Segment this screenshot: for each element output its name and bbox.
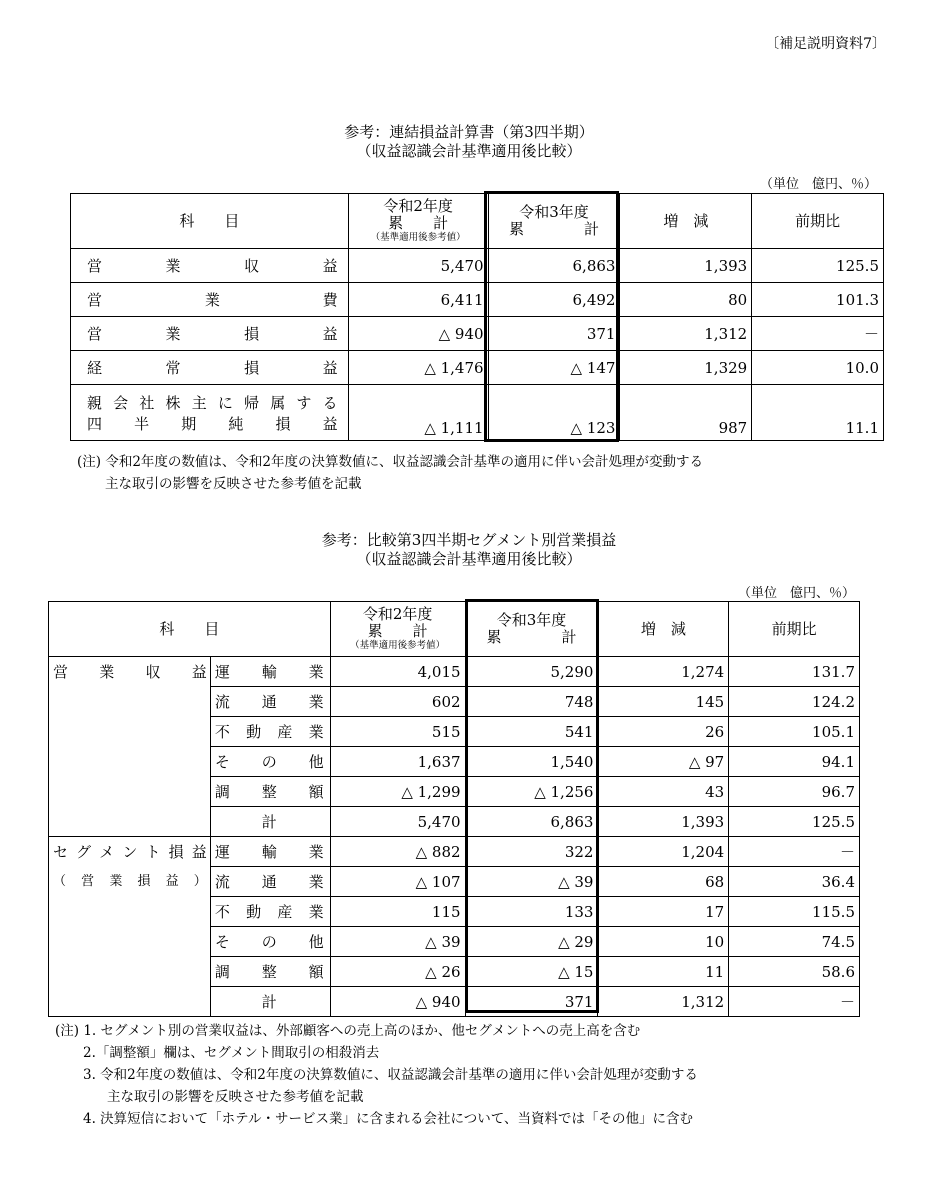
- row-label-line1-char: 主: [191, 393, 207, 412]
- cell-prev: △ 1,299: [330, 777, 465, 807]
- segment-label-text-char: 輸: [261, 843, 277, 861]
- table-row: [71, 283, 884, 317]
- cell-prev: 1,637: [330, 747, 465, 777]
- segment-label-text-char: 計: [261, 993, 277, 1011]
- group-label-line2-char: 営: [81, 874, 95, 889]
- segment-label-text: [215, 871, 324, 892]
- table-row: [49, 837, 860, 867]
- cell-curr: △ 1,256: [465, 777, 598, 807]
- cell-prev: △ 1,111: [348, 385, 488, 441]
- table2-title: 参考：比較第3四半期セグメント別営業損益: [321, 531, 617, 549]
- row-label: [71, 283, 349, 317]
- segment-label-text-char: 業: [308, 723, 324, 741]
- row-label-line2-char: 損: [275, 414, 291, 433]
- income-statement-table: [70, 193, 884, 441]
- row-label-line1-char: 親: [87, 393, 103, 412]
- header-curr-line2b: 計: [561, 628, 577, 646]
- segment-label-text: [215, 691, 324, 712]
- row-label-line1-char: 益: [322, 325, 338, 343]
- table2-header-row: [49, 602, 860, 657]
- header-item: 科 目: [71, 194, 349, 249]
- header-item: 科 目: [49, 602, 331, 657]
- cell-change: 10: [598, 927, 729, 957]
- group-label-line2-char: ）: [193, 874, 207, 889]
- segment-label-text-char: 産: [277, 903, 293, 921]
- table-row: [49, 657, 860, 687]
- header-prev-line1: 令和2年度: [383, 197, 453, 215]
- row-label-line2-char: 四: [87, 414, 103, 433]
- table-row: [71, 385, 884, 441]
- cell-change: 1,393: [620, 249, 752, 283]
- segment-label: [210, 717, 330, 747]
- note-line: 4. 決算短信において「ホテル・サービス業」に含まれる会社について、当資料では「その他」に含む: [83, 1111, 693, 1127]
- cell-prev: 5,470: [348, 249, 488, 283]
- cell-curr: 371: [488, 317, 620, 351]
- row-label-line2-char: 益: [322, 414, 338, 433]
- cell-curr: 5,290: [465, 657, 598, 687]
- segment-label-text-char: 額: [308, 963, 324, 981]
- cell-ratio: 105.1: [729, 717, 860, 747]
- cell-prev: 4,015: [330, 657, 465, 687]
- segment-label-text-char: 通: [261, 873, 277, 891]
- header-ratio: 前期比: [729, 602, 860, 657]
- cell-curr: 6,492: [488, 283, 620, 317]
- row-label-line1-char: 営: [87, 257, 103, 275]
- cell-prev: △ 1,476: [348, 351, 488, 385]
- cell-ratio: 94.1: [729, 747, 860, 777]
- segment-label-text-char: 輸: [261, 663, 277, 681]
- group-label-line1-char: 収: [145, 663, 161, 681]
- note-line: 3. 令和2年度の数値は、令和2年度の決算数値に、収益認識会計基準の適用に伴い会計処理が変動する: [83, 1067, 698, 1083]
- segment-label: [210, 777, 330, 807]
- cell-prev: 602: [330, 687, 465, 717]
- note-line: (注) 1. セグメント別の営業収益は、外部顧客への売上高のほか、他セグメントへの売上高を含む: [55, 1023, 641, 1039]
- row-label-line1-char: 益: [322, 257, 338, 275]
- cell-curr: 133: [465, 897, 598, 927]
- table-row: [71, 351, 884, 385]
- row-label-line1: [87, 392, 338, 413]
- cell-ratio: －: [729, 987, 860, 1017]
- cell-ratio: 115.5: [729, 897, 860, 927]
- cell-change: 68: [598, 867, 729, 897]
- cell-ratio: 96.7: [729, 777, 860, 807]
- row-label-line1-char: 損: [244, 359, 260, 377]
- cell-prev: 5,470: [330, 807, 465, 837]
- row-label-line1-char: 営: [87, 291, 103, 309]
- group-label-line1: [53, 841, 207, 862]
- segment-label-text-char: 流: [214, 873, 230, 891]
- row-label-line1-char: 属: [270, 393, 286, 412]
- group-label-line1-char: 損: [168, 843, 184, 861]
- row-label: [71, 249, 349, 283]
- row-label-line1-char: 営: [87, 325, 103, 343]
- segment-label: [210, 927, 330, 957]
- segment-label-text-char: 整: [261, 963, 277, 981]
- segment-label-text-char: 他: [308, 933, 324, 951]
- group-label-line2-char: 益: [165, 874, 179, 889]
- group-label-line2-char: 損: [137, 874, 151, 889]
- group-label-line1-char: 業: [99, 663, 115, 681]
- segment-label-text-char: 運: [214, 843, 230, 861]
- segment-label-text-char: 通: [261, 693, 277, 711]
- table1-subtitle: （収益認識会計基準適用後比較）: [356, 142, 582, 160]
- segment-label-text-char: 動: [246, 903, 262, 921]
- row-label-line1-char: る: [322, 393, 338, 412]
- segment-label: [210, 687, 330, 717]
- group-label-line2: [53, 870, 207, 889]
- row-label-line2: [87, 413, 338, 434]
- row-label-line2-char: 半: [134, 414, 150, 433]
- segment-label: [210, 837, 330, 867]
- segment-label-text-char: そ: [214, 933, 230, 951]
- row-label-line2-char: 期: [181, 414, 197, 433]
- table-row: [71, 249, 884, 283]
- cell-ratio: 36.4: [729, 867, 860, 897]
- row-label-line1-char: 業: [165, 257, 181, 275]
- segment-label-text-char: の: [261, 933, 277, 951]
- document-label: 〔補足説明資料7〕: [765, 36, 886, 52]
- segment-label-text-char: 動: [246, 723, 262, 741]
- cell-curr: △ 15: [465, 957, 598, 987]
- segment-label-text: [215, 661, 324, 682]
- segment-label-text: [215, 751, 324, 772]
- row-label-line1-char: 会: [113, 393, 129, 412]
- segment-label-text-char: 業: [308, 843, 324, 861]
- segment-label-text-char: 流: [214, 693, 230, 711]
- cell-change: 1,274: [598, 657, 729, 687]
- segment-label: [210, 657, 330, 687]
- header-curr-line1: 令和3年度: [519, 203, 589, 221]
- segment-label-text-char: 業: [308, 873, 324, 891]
- cell-change: 1,204: [598, 837, 729, 867]
- cell-ratio: 125.5: [752, 249, 884, 283]
- header-prev-year: [330, 602, 465, 657]
- header-curr-year: [465, 602, 598, 657]
- cell-ratio: 101.3: [752, 283, 884, 317]
- segment-label-text-char: 産: [277, 723, 293, 741]
- segment-label-text: [215, 961, 324, 982]
- group-label-line1-char: メ: [99, 843, 115, 861]
- table1-title: 参考：連結損益計算書（第3四半期）: [344, 123, 594, 141]
- table-row: [71, 317, 884, 351]
- table2-notes: [55, 1020, 698, 1130]
- group-label-line1-char: ト: [145, 843, 161, 861]
- segment-label-text: [215, 901, 324, 922]
- header-curr-year: [488, 194, 620, 249]
- row-label-line1-char: 帰: [244, 393, 260, 412]
- group-label-line1-char: グ: [76, 843, 92, 861]
- segment-label-text: [215, 781, 324, 802]
- group-label-line2-char: （: [53, 874, 67, 889]
- cell-prev: △ 26: [330, 957, 465, 987]
- row-label-line1: [87, 289, 338, 310]
- cell-change: 26: [598, 717, 729, 747]
- cell-curr: 371: [465, 987, 598, 1017]
- segment-label-text-char: 不: [214, 723, 230, 741]
- cell-ratio: 124.2: [729, 687, 860, 717]
- table2-unit: （単位 億円、％）: [738, 586, 856, 601]
- header-prev-note: （基準適用後参考値）: [350, 640, 446, 651]
- cell-change: 1,393: [598, 807, 729, 837]
- cell-prev: △ 940: [330, 987, 465, 1017]
- header-prev-line2a: 累: [367, 622, 383, 640]
- header-prev-line2b: 計: [433, 214, 449, 232]
- header-curr-line2a: 累: [486, 628, 502, 646]
- group-label-line1-char: 営: [53, 663, 69, 681]
- segment-label-text: [215, 721, 324, 742]
- segment-label: [210, 867, 330, 897]
- cell-prev: △ 940: [348, 317, 488, 351]
- row-label-line1: [87, 323, 338, 344]
- segment-label-text-char: 他: [308, 753, 324, 771]
- group-label-line1-char: 益: [191, 843, 207, 861]
- header-prev-year: [348, 194, 488, 249]
- segment-label-text: [215, 811, 324, 832]
- header-prev-line1: 令和2年度: [362, 605, 433, 623]
- cell-change: 987: [620, 385, 752, 441]
- segment-label-text-char: 運: [214, 663, 230, 681]
- cell-change: 1,312: [620, 317, 752, 351]
- note-line: 主な取引の影響を反映させた参考値を記載: [107, 1089, 364, 1105]
- cell-change: 80: [620, 283, 752, 317]
- segment-label-text-char: 調: [214, 783, 230, 801]
- table2-subtitle: （収益認識会計基準適用後比較）: [356, 550, 582, 568]
- segment-label: [210, 957, 330, 987]
- group-label-line2-char: 業: [109, 874, 123, 889]
- row-label-line1: [87, 357, 338, 378]
- segment-profit-table: [48, 601, 860, 1017]
- segment-label: [210, 807, 330, 837]
- cell-change: 11: [598, 957, 729, 987]
- row-label-line1-char: 経: [87, 359, 103, 377]
- cell-change: 1,329: [620, 351, 752, 385]
- cell-curr: △ 123: [488, 385, 620, 441]
- cell-curr: 541: [465, 717, 598, 747]
- segment-label-text-char: 整: [261, 783, 277, 801]
- segment-label-text: [215, 991, 324, 1012]
- segment-label-text-char: 業: [308, 903, 324, 921]
- cell-curr: △ 147: [488, 351, 620, 385]
- cell-change: △ 97: [598, 747, 729, 777]
- cell-ratio: 74.5: [729, 927, 860, 957]
- row-label: [71, 317, 349, 351]
- row-label-line1-char: 損: [244, 325, 260, 343]
- header-prev-line2b: 計: [412, 622, 428, 640]
- cell-prev: 515: [330, 717, 465, 747]
- cell-ratio: 125.5: [729, 807, 860, 837]
- cell-prev: △ 882: [330, 837, 465, 867]
- segment-label: [210, 897, 330, 927]
- cell-curr: 1,540: [465, 747, 598, 777]
- row-label-line1-char: 社: [139, 393, 155, 412]
- group-label-line1: [53, 661, 207, 682]
- cell-prev: 115: [330, 897, 465, 927]
- cell-curr: △ 29: [465, 927, 598, 957]
- segment-label-text: [215, 841, 324, 862]
- segment-label-text-char: 不: [214, 903, 230, 921]
- table1-note-line1: (注) 令和2年度の数値は、令和2年度の決算数値に、収益認識会計基準の適用に伴い会計処理が変動する: [77, 454, 704, 470]
- header-curr-line2b: 計: [584, 220, 600, 238]
- segment-label-text-char: の: [261, 753, 277, 771]
- cell-curr: 6,863: [465, 807, 598, 837]
- cell-change: 17: [598, 897, 729, 927]
- cell-curr: 6,863: [488, 249, 620, 283]
- row-label-line1-char: 業: [165, 325, 181, 343]
- header-change: 増 減: [620, 194, 752, 249]
- note-line: 2.「調整額」欄は、セグメント間取引の相殺消去: [83, 1045, 380, 1061]
- cell-ratio: －: [752, 317, 884, 351]
- row-label-line2-char: 純: [228, 414, 244, 433]
- table1-header-row: [71, 194, 884, 249]
- cell-curr: 322: [465, 837, 598, 867]
- cell-change: 43: [598, 777, 729, 807]
- row-label: [71, 385, 349, 441]
- cell-ratio: －: [729, 837, 860, 867]
- header-prev-line2a: 累: [388, 214, 404, 232]
- segment-label-text-char: 額: [308, 783, 324, 801]
- row-label-line1-char: 益: [322, 359, 338, 377]
- segment-label-text-char: そ: [214, 753, 230, 771]
- row-label-line1-char: 費: [322, 291, 338, 309]
- row-label: [71, 351, 349, 385]
- cell-ratio: 58.6: [729, 957, 860, 987]
- header-curr-line1: 令和3年度: [496, 611, 567, 629]
- cell-prev: △ 107: [330, 867, 465, 897]
- cell-ratio: 10.0: [752, 351, 884, 385]
- row-label-line1-char: す: [296, 393, 312, 412]
- row-label-line1-char: 常: [165, 359, 181, 377]
- segment-label-text: [215, 931, 324, 952]
- row-label-line1-char: 業: [204, 291, 220, 309]
- header-curr-line2a: 累: [508, 220, 524, 238]
- header-change: 増 減: [598, 602, 729, 657]
- row-label-line1-char: 株: [165, 393, 181, 412]
- table1-unit: （単位 億円、％）: [760, 177, 878, 192]
- cell-curr: △ 39: [465, 867, 598, 897]
- cell-change: 145: [598, 687, 729, 717]
- row-label-line1: [87, 255, 338, 276]
- segment-label: [210, 987, 330, 1017]
- cell-curr: 748: [465, 687, 598, 717]
- header-prev-note: （基準適用後参考値）: [370, 232, 466, 243]
- cell-change: 1,312: [598, 987, 729, 1017]
- header-ratio: 前期比: [752, 194, 884, 249]
- row-label-line1-char: に: [217, 393, 233, 412]
- group-label: [49, 657, 211, 837]
- group-label: [49, 837, 211, 1017]
- segment-label-text-char: 業: [308, 693, 324, 711]
- segment-label-text-char: 計: [261, 813, 277, 831]
- table1-note-line2: 主な取引の影響を反映させた参考値を記載: [105, 476, 362, 492]
- segment-label-text-char: 調: [214, 963, 230, 981]
- segment-label-text-char: 業: [308, 663, 324, 681]
- cell-prev: △ 39: [330, 927, 465, 957]
- group-label-line1-char: 益: [191, 663, 207, 681]
- group-label-line1-char: セ: [53, 843, 69, 861]
- cell-prev: 6,411: [348, 283, 488, 317]
- cell-ratio: 11.1: [752, 385, 884, 441]
- cell-ratio: 131.7: [729, 657, 860, 687]
- group-label-line1-char: ン: [122, 843, 138, 861]
- segment-label: [210, 747, 330, 777]
- row-label-line1-char: 収: [244, 257, 260, 275]
